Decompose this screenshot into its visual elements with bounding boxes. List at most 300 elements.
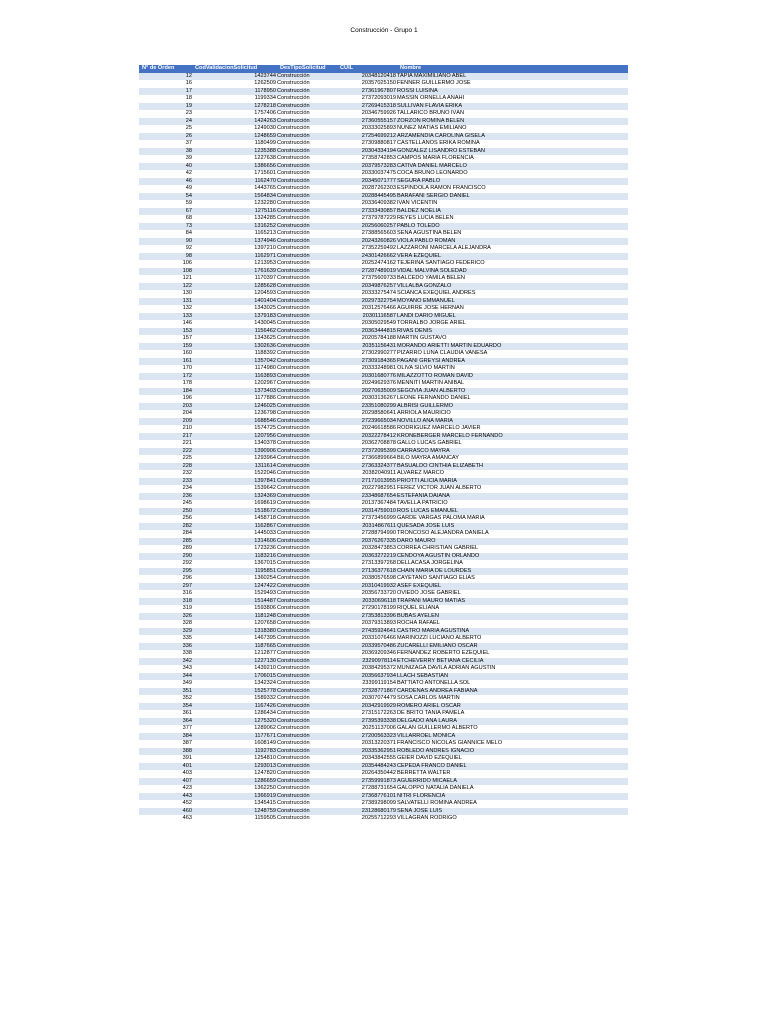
cell-cuil: 27360555157 xyxy=(337,118,397,126)
cell-request-type: Construcción xyxy=(277,560,337,568)
cell-cuil: 20384295372 xyxy=(337,665,397,673)
cell-cuil: 20301116587 xyxy=(337,313,397,321)
cell-name: ALBRISI GUILLERMO xyxy=(397,403,628,411)
document-title: Construcción - Grupo 1 xyxy=(350,27,418,34)
cell-validation-code: 1374946 xyxy=(192,238,277,246)
cell-validation-code: 1204593 xyxy=(192,290,277,298)
cell-cuil: 20205784188 xyxy=(337,335,397,343)
cell-request-type: Construcción xyxy=(277,680,337,688)
cell-validation-code: 1608149 xyxy=(192,740,277,748)
cell-cuil: 20301680776 xyxy=(337,373,397,381)
cell-cuil: 20243260826 xyxy=(337,238,397,246)
cell-name: LLACH SEBASTIAN xyxy=(397,673,628,681)
cell-order-number: 335 xyxy=(139,635,192,643)
cell-name: TAVELLA PATRICIO xyxy=(397,500,628,508)
cell-validation-code: 1181248 xyxy=(192,613,277,621)
cell-cuil: 20252474162 xyxy=(337,260,397,268)
cell-cuil: 20348120418 xyxy=(337,73,397,81)
cell-request-type: Construcción xyxy=(277,418,337,426)
table-row xyxy=(139,628,628,636)
cell-order-number: 351 xyxy=(139,688,192,696)
cell-validation-code: 1249030 xyxy=(192,125,277,133)
cell-name: IVAN VICENTIN xyxy=(397,200,628,208)
table-row xyxy=(139,178,628,186)
table-row xyxy=(139,575,628,583)
cell-request-type: Construcción xyxy=(277,253,337,261)
table-row xyxy=(139,260,628,268)
cell-order-number: 67 xyxy=(139,208,192,216)
table-row xyxy=(139,238,628,246)
cell-cuil: 27239665034 xyxy=(337,418,397,426)
cell-name: DELLACASA JORGELINA xyxy=(397,560,628,568)
header-request-type: DesTipoSolicitud xyxy=(277,65,337,73)
cell-validation-code: 1188392 xyxy=(192,350,277,358)
table-row xyxy=(139,373,628,381)
cell-name: CASTRO MARIA AGUSTINA xyxy=(397,628,628,636)
table-row xyxy=(139,88,628,96)
cell-cuil: 20314759010 xyxy=(337,508,397,516)
cell-request-type: Construcción xyxy=(277,358,337,366)
cell-name: RIVAS DENIS xyxy=(397,328,628,336)
cell-validation-code: 1293013 xyxy=(192,763,277,771)
table-row xyxy=(139,800,628,808)
cell-name: ARRIOLA MAURICIO xyxy=(397,410,628,418)
cell-cuil: 20310419932 xyxy=(337,583,397,591)
table-row xyxy=(139,140,628,148)
cell-request-type: Construcción xyxy=(277,748,337,756)
cell-order-number: 407 xyxy=(139,778,192,786)
cell-order-number: 292 xyxy=(139,560,192,568)
cell-cuil: 20303136267 xyxy=(337,395,397,403)
cell-request-type: Construcción xyxy=(277,793,337,801)
cell-request-type: Construcción xyxy=(277,778,337,786)
cell-name: ESTEFANIA DAIANA xyxy=(397,493,628,501)
table-row xyxy=(139,200,628,208)
cell-cuil: 27389298099 xyxy=(337,800,397,808)
cell-cuil: 27353813396 xyxy=(337,613,397,621)
cell-name: AGUERRIDO MICAELA xyxy=(397,778,628,786)
cell-cuil: 23128680179 xyxy=(337,808,397,816)
cell-cuil: 27309184365 xyxy=(337,358,397,366)
cell-name: BERRETTA WALTER xyxy=(397,770,628,778)
cell-name: ZUCARELLI EMILIANO OSCAR xyxy=(397,643,628,651)
cell-cuil: 27375609733 xyxy=(337,275,397,283)
cell-name: CARDENAS ANDREA FABIANA xyxy=(397,688,628,696)
cell-cuil: 20298580641 xyxy=(337,410,397,418)
cell-request-type: Construcción xyxy=(277,485,337,493)
cell-name: SCIANCA EXEQUIEL ANDRES xyxy=(397,290,628,298)
cell-order-number: 256 xyxy=(139,515,192,523)
table-row xyxy=(139,395,628,403)
cell-order-number: 245 xyxy=(139,500,192,508)
cell-validation-code: 1439210 xyxy=(192,665,277,673)
cell-order-number: 16 xyxy=(139,80,192,88)
cell-order-number: 18 xyxy=(139,95,192,103)
cell-cuil: 27372095399 xyxy=(337,448,397,456)
cell-order-number: 284 xyxy=(139,530,192,538)
cell-validation-code: 1254810 xyxy=(192,755,277,763)
cell-cuil: 20227982951 xyxy=(337,485,397,493)
table-row xyxy=(139,718,628,726)
cell-request-type: Construcción xyxy=(277,245,337,253)
cell-cuil: 20249629376 xyxy=(337,380,397,388)
cell-request-type: Construcción xyxy=(277,193,337,201)
table-row xyxy=(139,193,628,201)
cell-cuil: 20376267335 xyxy=(337,538,397,546)
cell-order-number: 401 xyxy=(139,763,192,771)
cell-request-type: Construcción xyxy=(277,583,337,591)
cell-cuil: 20288445495 xyxy=(337,193,397,201)
cell-order-number: 228 xyxy=(139,463,192,471)
cell-order-number: 37 xyxy=(139,140,192,148)
cell-name: TEJERINA SANTIAGO FEDERICO xyxy=(397,260,628,268)
cell-validation-code: 1202967 xyxy=(192,380,277,388)
cell-name: PIZARRO LUNA CLAUDIA VANESA xyxy=(397,350,628,358)
cell-validation-code: 1165213 xyxy=(192,230,277,238)
cell-request-type: Construcción xyxy=(277,800,337,808)
cell-cuil: 20379573283 xyxy=(337,163,397,171)
cell-validation-code: 1159505 xyxy=(192,815,277,823)
cell-order-number: 338 xyxy=(139,650,192,658)
table-row xyxy=(139,605,628,613)
table-row xyxy=(139,268,628,276)
cell-request-type: Construcción xyxy=(277,313,337,321)
cell-cuil: 27288731654 xyxy=(337,785,397,793)
cell-cuil: 20357025150 xyxy=(337,80,397,88)
cell-validation-code: 1401404 xyxy=(192,298,277,306)
table-row xyxy=(139,740,628,748)
header-name: Nombre xyxy=(397,65,628,73)
cell-name: MARINOZZI LUCIANO ALBERTO xyxy=(397,635,628,643)
cell-name: ALVAREZ MARCO xyxy=(397,470,628,478)
cell-cuil: 23399119154 xyxy=(337,680,397,688)
cell-cuil: 24301426662 xyxy=(337,253,397,261)
cell-order-number: 234 xyxy=(139,485,192,493)
table-row xyxy=(139,223,628,231)
cell-validation-code: 1340378 xyxy=(192,440,277,448)
cell-name: NITRI FLORENCIA xyxy=(397,793,628,801)
cell-order-number: 343 xyxy=(139,665,192,673)
cell-order-number: 318 xyxy=(139,598,192,606)
cell-cuil: 27363324377 xyxy=(337,463,397,471)
cell-order-number: 49 xyxy=(139,185,192,193)
cell-validation-code: 1362250 xyxy=(192,785,277,793)
cell-cuil: 23290978114 xyxy=(337,658,397,666)
cell-order-number: 233 xyxy=(139,478,192,486)
cell-request-type: Construcción xyxy=(277,493,337,501)
cell-validation-code: 1248759 xyxy=(192,808,277,816)
cell-request-type: Construcción xyxy=(277,703,337,711)
cell-cuil: 20333248981 xyxy=(337,365,397,373)
cell-validation-code: 1180499 xyxy=(192,140,277,148)
cell-cuil: 20336409382 xyxy=(337,200,397,208)
cell-request-type: Construcción xyxy=(277,695,337,703)
cell-validation-code: 1324369 xyxy=(192,493,277,501)
table-row xyxy=(139,725,628,733)
cell-validation-code: 1445033 xyxy=(192,530,277,538)
cell-validation-code: 1386656 xyxy=(192,163,277,171)
cell-order-number: 106 xyxy=(139,260,192,268)
table-row xyxy=(139,170,628,178)
cell-request-type: Construcción xyxy=(277,575,337,583)
cell-name: MENNITI MARTÍN ANÍBAL xyxy=(397,380,628,388)
cell-request-type: Construcción xyxy=(277,545,337,553)
table-row xyxy=(139,253,628,261)
cell-validation-code: 1275320 xyxy=(192,718,277,726)
cell-cuil: 27361967807 xyxy=(337,88,397,96)
header-validation-code: CodValidacionSolicitud xyxy=(192,65,277,73)
cell-request-type: Construcción xyxy=(277,335,337,343)
cell-validation-code: 1162470 xyxy=(192,178,277,186)
cell-cuil: 20363272219 xyxy=(337,553,397,561)
cell-name: ROMERO ARIEL OSCAR xyxy=(397,703,628,711)
cell-request-type: Construcción xyxy=(277,320,337,328)
table-row xyxy=(139,440,628,448)
cell-request-type: Construcción xyxy=(277,718,337,726)
cell-validation-code: 1286434 xyxy=(192,710,277,718)
table-row xyxy=(139,695,628,703)
cell-order-number: 391 xyxy=(139,755,192,763)
cell-order-number: 23 xyxy=(139,110,192,118)
cell-validation-code: 1467395 xyxy=(192,635,277,643)
cell-validation-code: 1564834 xyxy=(192,193,277,201)
cell-request-type: Construcción xyxy=(277,628,337,636)
cell-validation-code: 1366919 xyxy=(192,793,277,801)
cell-cuil: 27358742853 xyxy=(337,155,397,163)
table-row xyxy=(139,448,628,456)
cell-order-number: 295 xyxy=(139,568,192,576)
cell-name: MUNIZAGA DAVILA ADRIAN AGUSTIN xyxy=(397,665,628,673)
cell-cuil: 27313397268 xyxy=(337,560,397,568)
cell-name: DE BRITO TANIA PAMELA xyxy=(397,710,628,718)
cell-name: FRANCISCO NICOLAS GIANNICE MELO xyxy=(397,740,628,748)
cell-request-type: Construcción xyxy=(277,290,337,298)
table-row xyxy=(139,620,628,628)
cell-cuil: 20256060257 xyxy=(337,223,397,231)
cell-validation-code: 1156462 xyxy=(192,328,277,336)
cell-order-number: 209 xyxy=(139,418,192,426)
cell-order-number: 46 xyxy=(139,178,192,186)
cell-cuil: 20255712293 xyxy=(337,815,397,823)
cell-cuil: 27379787229 xyxy=(337,215,397,223)
cell-request-type: Construcción xyxy=(277,350,337,358)
table-row xyxy=(139,778,628,786)
cell-validation-code: 1397841 xyxy=(192,478,277,486)
cell-validation-code: 1167426 xyxy=(192,703,277,711)
table-row xyxy=(139,118,628,126)
cell-request-type: Construcción xyxy=(277,200,337,208)
cell-cuil: 20369209346 xyxy=(337,650,397,658)
table-row xyxy=(139,583,628,591)
cell-validation-code: 1247422 xyxy=(192,583,277,591)
cell-cuil: 20339570486 xyxy=(337,643,397,651)
cell-name: TRAPANI MAURO MATIAS xyxy=(397,598,628,606)
cell-validation-code: 1177671 xyxy=(192,733,277,741)
table-row xyxy=(139,470,628,478)
cell-cuil: 20343842555 xyxy=(337,755,397,763)
cell-request-type: Construcción xyxy=(277,275,337,283)
cell-name: CHAIN MARIA DE LOURDES xyxy=(397,568,628,576)
cell-order-number: 38 xyxy=(139,148,192,156)
cell-cuil: 27395393338 xyxy=(337,718,397,726)
cell-order-number: 377 xyxy=(139,725,192,733)
cell-order-number: 423 xyxy=(139,785,192,793)
cell-validation-code: 1178950 xyxy=(192,88,277,96)
cell-validation-code: 1183216 xyxy=(192,553,277,561)
cell-cuil: 23348687654 xyxy=(337,493,397,501)
cell-validation-code: 1275116 xyxy=(192,208,277,216)
cell-cuil: 20356733720 xyxy=(337,590,397,598)
table-row xyxy=(139,703,628,711)
cell-validation-code: 1522046 xyxy=(192,470,277,478)
cell-order-number: 328 xyxy=(139,620,192,628)
cell-validation-code: 1423744 xyxy=(192,73,277,81)
cell-cuil: 20382040911 xyxy=(337,470,397,478)
cell-order-number: 232 xyxy=(139,470,192,478)
cell-validation-code: 1373403 xyxy=(192,388,277,396)
cell-cuil: 27171013955 xyxy=(337,478,397,486)
cell-name: RIQUEL ELIANA xyxy=(397,605,628,613)
cell-cuil: 20312576466 xyxy=(337,305,397,313)
cell-name: ASEF EXEQUIEL xyxy=(397,583,628,591)
cell-cuil: 27366899664 xyxy=(337,455,397,463)
cell-request-type: Construcción xyxy=(277,643,337,651)
cell-name: TALLARICO BRUNO IVÁN xyxy=(397,110,628,118)
cell-order-number: 84 xyxy=(139,230,192,238)
table-row xyxy=(139,553,628,561)
cell-request-type: Construcción xyxy=(277,125,337,133)
cell-name: VILLARROEL MONICA xyxy=(397,733,628,741)
cell-cuil: 27368776101 xyxy=(337,793,397,801)
cell-name: VILLALBA GONZALO xyxy=(397,283,628,291)
cell-order-number: 42 xyxy=(139,170,192,178)
table-row xyxy=(139,515,628,523)
cell-name: CAYETANO SANTIAGO ELIAS xyxy=(397,575,628,583)
cell-validation-code: 1293964 xyxy=(192,455,277,463)
cell-cuil: 27328771867 xyxy=(337,688,397,696)
cell-validation-code: 1187665 xyxy=(192,643,277,651)
table-row xyxy=(139,500,628,508)
cell-cuil: 27372093019 xyxy=(337,95,397,103)
cell-request-type: Construcción xyxy=(277,710,337,718)
cell-name: ROBLEDO ANDRÉS IGNACIO xyxy=(397,748,628,756)
cell-order-number: 384 xyxy=(139,733,192,741)
cell-request-type: Construcción xyxy=(277,373,337,381)
cell-cuil: 20264350442 xyxy=(337,770,397,778)
cell-validation-code: 1458718 xyxy=(192,515,277,523)
cell-order-number: 122 xyxy=(139,283,192,291)
table-row xyxy=(139,403,628,411)
cell-request-type: Construcción xyxy=(277,620,337,628)
cell-validation-code: 1525778 xyxy=(192,688,277,696)
cell-name: PRIOTTI ALICIA MARIA xyxy=(397,478,628,486)
cell-validation-code: 1518672 xyxy=(192,508,277,516)
cell-cuil: 27315172263 xyxy=(337,710,397,718)
cell-cuil: 20331076466 xyxy=(337,635,397,643)
cell-request-type: Construcción xyxy=(277,283,337,291)
cell-validation-code: 1192783 xyxy=(192,748,277,756)
cell-name: ETCHEVERRY BETIANA CECILIA xyxy=(397,658,628,666)
table-row xyxy=(139,298,628,306)
cell-request-type: Construcción xyxy=(277,665,337,673)
cell-order-number: 153 xyxy=(139,328,192,336)
cell-name: SENA AGUSTINA BELEN xyxy=(397,230,628,238)
cell-validation-code: 1302636 xyxy=(192,343,277,351)
table-row xyxy=(139,478,628,486)
cell-cuil: 20346759926 xyxy=(337,110,397,118)
cell-name: SEGOVIA JUAN ALBERTO xyxy=(397,388,628,396)
cell-name: PABLO TOLEDO xyxy=(397,223,628,231)
cell-request-type: Construcción xyxy=(277,328,337,336)
cell-request-type: Construcción xyxy=(277,785,337,793)
cell-cuil: 27309880817 xyxy=(337,140,397,148)
cell-request-type: Construcción xyxy=(277,598,337,606)
table-row xyxy=(139,613,628,621)
table-row xyxy=(139,590,628,598)
cell-request-type: Construcción xyxy=(277,88,337,96)
table-row xyxy=(139,380,628,388)
cell-request-type: Construcción xyxy=(277,440,337,448)
cell-validation-code: 1345415 xyxy=(192,800,277,808)
table-row xyxy=(139,538,628,546)
cell-name: LAZZARONI MARCELA ALEJANDRA xyxy=(397,245,628,253)
cell-order-number: 221 xyxy=(139,440,192,448)
table-row xyxy=(139,793,628,801)
cell-order-number: 39 xyxy=(139,155,192,163)
cell-request-type: Construcción xyxy=(277,238,337,246)
cell-cuil: 20362708878 xyxy=(337,440,397,448)
cell-validation-code: 1213953 xyxy=(192,260,277,268)
cell-cuil: 27435924641 xyxy=(337,628,397,636)
table-row xyxy=(139,455,628,463)
cell-order-number: 290 xyxy=(139,553,192,561)
cell-order-number: 349 xyxy=(139,680,192,688)
cell-validation-code: 1207658 xyxy=(192,620,277,628)
cell-order-number: 361 xyxy=(139,710,192,718)
cell-name: GALAN GUILLERMO ALBERTO xyxy=(397,725,628,733)
table-row xyxy=(139,335,628,343)
cell-name: GARDE VARGAS PALOMA MARIA xyxy=(397,515,628,523)
table-row xyxy=(139,568,628,576)
cell-cuil: 20345071777 xyxy=(337,178,397,186)
cell-request-type: Construcción xyxy=(277,133,337,141)
cell-request-type: Construcción xyxy=(277,733,337,741)
cell-order-number: 217 xyxy=(139,433,192,441)
cell-name: NOVILLO ANA MARIA xyxy=(397,418,628,426)
cell-validation-code: 1199334 xyxy=(192,95,277,103)
cell-cuil: 27288794990 xyxy=(337,530,397,538)
cell-validation-code: 1430045 xyxy=(192,320,277,328)
cell-order-number: 184 xyxy=(139,388,192,396)
table-row xyxy=(139,95,628,103)
cell-validation-code: 1343025 xyxy=(192,305,277,313)
cell-request-type: Construcción xyxy=(277,395,337,403)
cell-name: ESPINDOLA RAMÓN FRANCISCO xyxy=(397,185,628,193)
cell-validation-code: 1278218 xyxy=(192,103,277,111)
cell-request-type: Construcción xyxy=(277,500,337,508)
table-row xyxy=(139,290,628,298)
cell-validation-code: 1357042 xyxy=(192,358,277,366)
cell-request-type: Construcción xyxy=(277,508,337,516)
cell-cuil: 20335362951 xyxy=(337,748,397,756)
table-row xyxy=(139,560,628,568)
cell-validation-code: 1170397 xyxy=(192,275,277,283)
cell-validation-code: 1162971 xyxy=(192,253,277,261)
cell-validation-code: 1316252 xyxy=(192,223,277,231)
cell-validation-code: 1227130 xyxy=(192,658,277,666)
cell-request-type: Construcción xyxy=(277,425,337,433)
cell-request-type: Construcción xyxy=(277,403,337,411)
